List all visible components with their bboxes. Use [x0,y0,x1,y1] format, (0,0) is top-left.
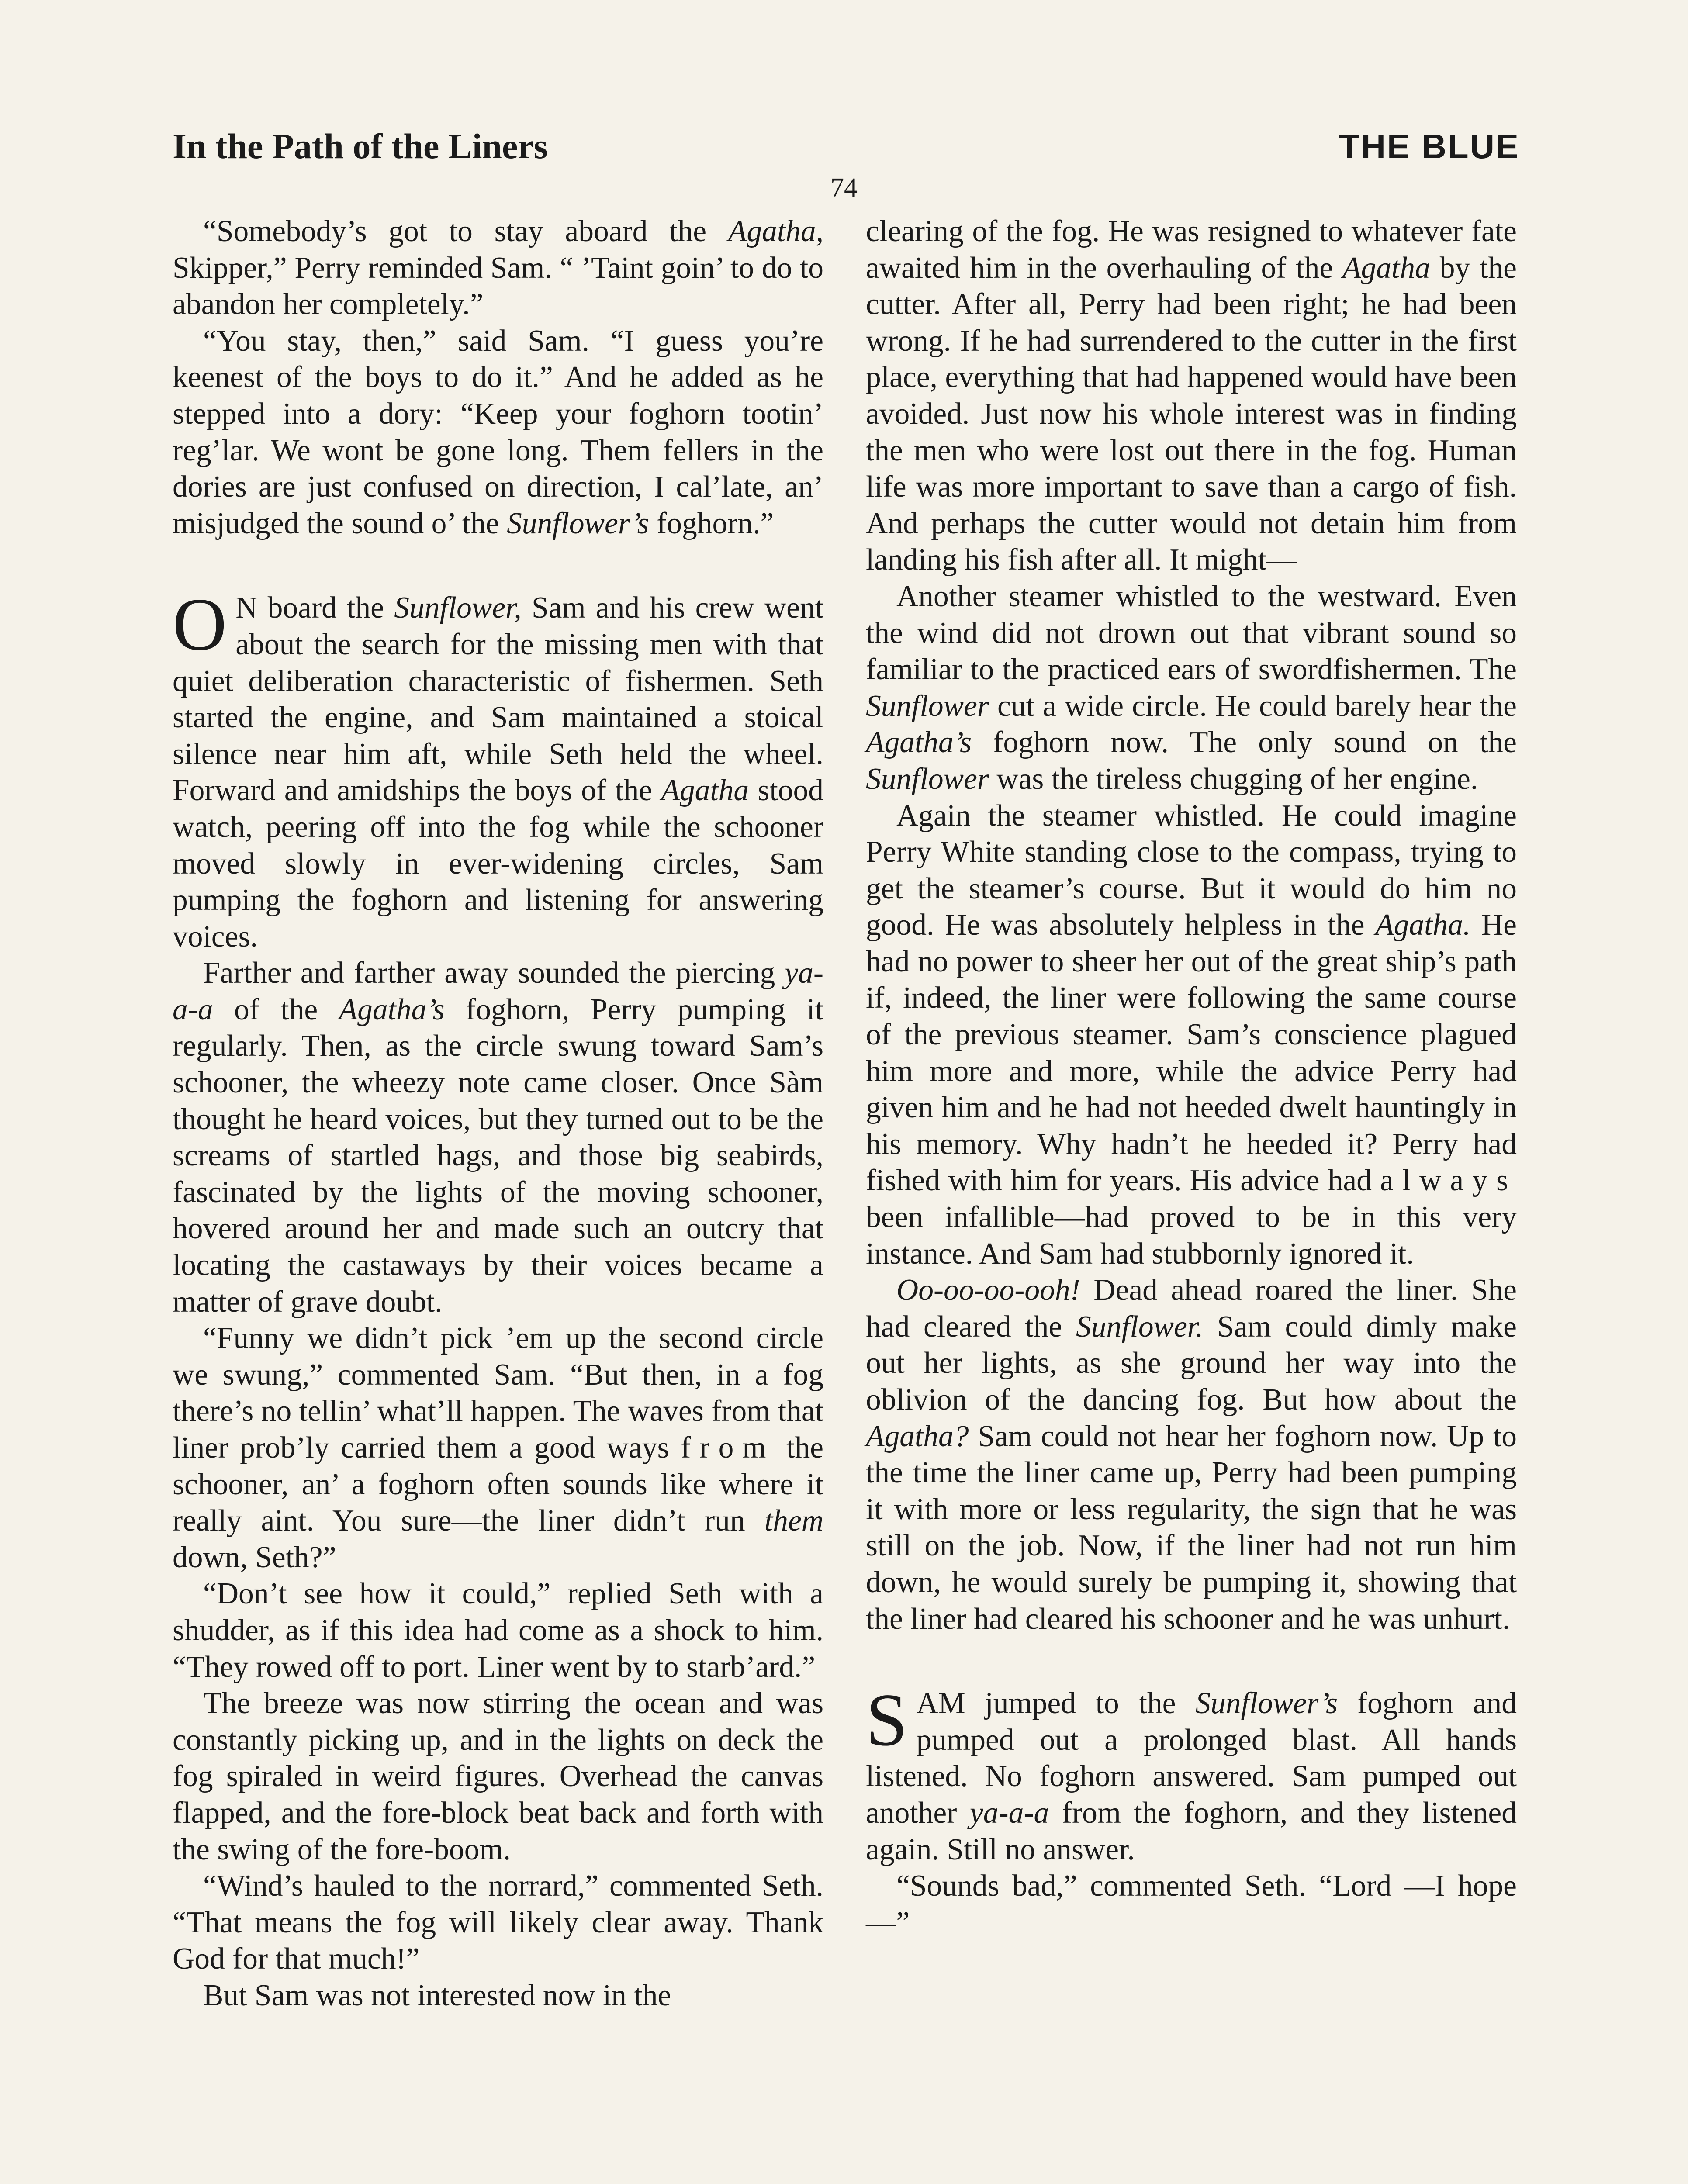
paragraph-with-drop-cap [866,1679,1517,1868]
text-run: Agatha’s [866,726,972,760]
text-run: was the tireless chugging of her engine. [989,762,1478,796]
page-number: 74 [830,173,858,203]
text-run: clearing of the fog. He was resigned to whatever fate awaited him in the overhauling of the [866,214,1517,285]
paragraph: The breeze was now stirring the ocean and was constantly picking up, and in the lights on deck the fog spiraled in weird figures. Overhead the canvas flapped, and the fore-block beat back and forth with the swing of the fore-boom. [173,1686,823,1866]
text-run: Sunflower [866,689,989,723]
right-column [866,213,1517,1941]
text-run: them [764,1504,823,1538]
text-run: Sunflower. [1076,1310,1204,1344]
text-run: AM jumped to the [916,1686,1196,1721]
story-title: In the Path of the Liners [173,126,548,166]
text-run: foghorn now. The only sound on the [972,726,1517,760]
paragraph [866,1272,1517,1637]
paragraph: “Don’t see how it could,” replied Seth with a shudder, as if this idea had come as a shock to him. “They rowed off to port. Liner went by to starb’ard.” [173,1577,823,1684]
running-head [173,124,1520,168]
text-run: Sunflower’s [1195,1686,1338,1721]
text-run: foghorn.” [649,506,774,540]
paragraph-with-drop-cap [173,583,824,955]
text-run: ya-a-a [969,1796,1049,1830]
text-run: Sam could dimly make out her lights, as she ground her way into the oblivion of the dancing fog. But how about the [866,1310,1517,1417]
text-run: Again the steamer whistled. He could imagine Perry White standing close to the compass, trying to get the steamer’s course. But it would do him no good. He was absolutely helpless in the [866,798,1517,942]
text-run: cut a wide circle. He could barely hear the [989,689,1517,723]
text-run: N board the [235,591,394,625]
text-run: Sunflower’s [507,506,649,540]
text-run: Sam and his crew went about the search for the missing men with that quiet deliberation characteristic of fishermen. Seth started the engine, and Sam maintained a stoical silence near him aft, while Seth held the wheel. Forward and amidships the boys of the [173,591,823,808]
text-run: from the foghorn, and they listened again. Still no answer. [866,1796,1517,1866]
text-run: always [1380,1164,1517,1198]
text-run: Sunflower, [394,591,522,625]
text-run: Agatha [1342,251,1430,285]
text-run: foghorn and pumped out a prolonged blast. All hands listened. No foghorn answered. Sam pumped out another [866,1686,1517,1830]
left-column [173,213,823,2014]
text-run: Agatha, [728,214,823,248]
paragraph [173,1320,823,1576]
drop-cap: O [173,583,227,667]
text-run: Sam could not hear her foghorn now. Up to the time the liner came up, Perry had been pumping it with more or less regularity, the sign that he was still on the job. Now, if the liner had not run him down, he would surely be pumping it, showing that the liner had cleared his schooner and he was unhurt. [866,1419,1517,1636]
drop-cap: S [866,1679,908,1762]
text-run: by the cutter. After all, Perry had been right; he had been wrong. If he had surrendered to the cutter in the first place, everything that had happened would have been avoided. Just now his whole interest was in finding the men who were lost out there in the fog. Human life was more important to save than a cargo of fish. And perhaps the cutter would not detain him from landing his fish after all. It might— [866,251,1517,577]
text-run: Agatha’s [339,992,445,1026]
paragraph [173,213,823,323]
paragraph [866,798,1517,1272]
text-run: down, Seth?” [173,1540,336,1574]
text-run: ya-a-a [173,956,823,1026]
text-run: Skipper,” Perry reminded Sam. “ ’Taint goin’ to do to abandon her completely.” [173,251,823,321]
text-run: of the [213,992,339,1026]
text-run: “Funny we didn’t pick ’em up the second circle we swung,” commented Sam. “But then, in a fog there’s no tellin’ what’ll happen. The waves from that liner prob’ly carried them a good ways [173,1321,823,1465]
text-run: the schooner, an’ a foghorn often sounds like where it really aint. You sure—the liner didn’t run [173,1431,823,1538]
text-run: He had no power to sheer her out of the great ship’s path if, indeed, the liner were following the same course of the previous steamer. Sam’s conscience plagued him more and more, while the advice Perry had given him and he had not heeded dwelt hauntingly in his memory. Why hadn’t he heeded it? Perry had fished with him for years. His advice had [866,908,1517,1198]
text-run: been infallible—had proved to be in this very instance. And Sam had stubbornly ignored it. [866,1200,1517,1271]
paragraph [866,578,1517,798]
paragraph: But Sam was not interested now in the [203,1978,671,2012]
text-run: stood watch, peering off into the fog while the schooner moved slowly in ever-widening circles, Sam pumping the foghorn and listening for answering voices. [173,774,824,954]
text-run: Agatha. [1375,908,1471,942]
text-run: Agatha? [866,1419,969,1453]
text-run: foghorn, Perry pumping it regularly. Then, as the circle swung toward Sam’s schooner, the wheezy note came closer. Once Sàm thought he heard voices, but they turned out to be the screams of startled hags, and those big seabirds, fascinated by the lights of the moving schooner, hovered around her and made such an outcry that locating the castaways by their voices became a matter of grave doubt. [173,992,823,1319]
text-run: Oo-oo-oo-ooh! [896,1273,1080,1307]
text-run: Another steamer whistled to the westward. Even the wind did not drown out that vibrant sound so familiar to the practiced ears of swordfishermen. The [866,579,1517,687]
text-run: Agatha [661,774,749,808]
paragraph: “Sounds bad,” commented Seth. “Lord —I hope—” [866,1869,1517,1939]
magazine-title: THE BLUE [1339,127,1520,166]
text-run: “Somebody’s got to stay aboard the [203,214,728,248]
paragraph: “Wind’s hauled to the norrard,” commented Seth. “That means the fog will likely clear away. Thank God for that much!” [173,1869,823,1976]
text-run: from [681,1431,775,1465]
text-run: “You stay, then,” said Sam. “I guess you’re keenest of the boys to do it.” And he added as he stepped into a dory: “Keep your foghorn tootin’ reg’lar. We wont be gone long. Them fellers in the dories are just confused on direction, I cal’late, an’ misjudged the sound o’ the [173,324,823,540]
text-run: Farther and farther away sounded the piercing [203,956,785,990]
paragraph [173,323,823,542]
paragraph [173,955,823,1320]
paragraph [866,213,1517,578]
text-run: Dead ahead roared the liner. She had cleared the [866,1273,1517,1344]
text-run: Sunflower [866,762,989,796]
